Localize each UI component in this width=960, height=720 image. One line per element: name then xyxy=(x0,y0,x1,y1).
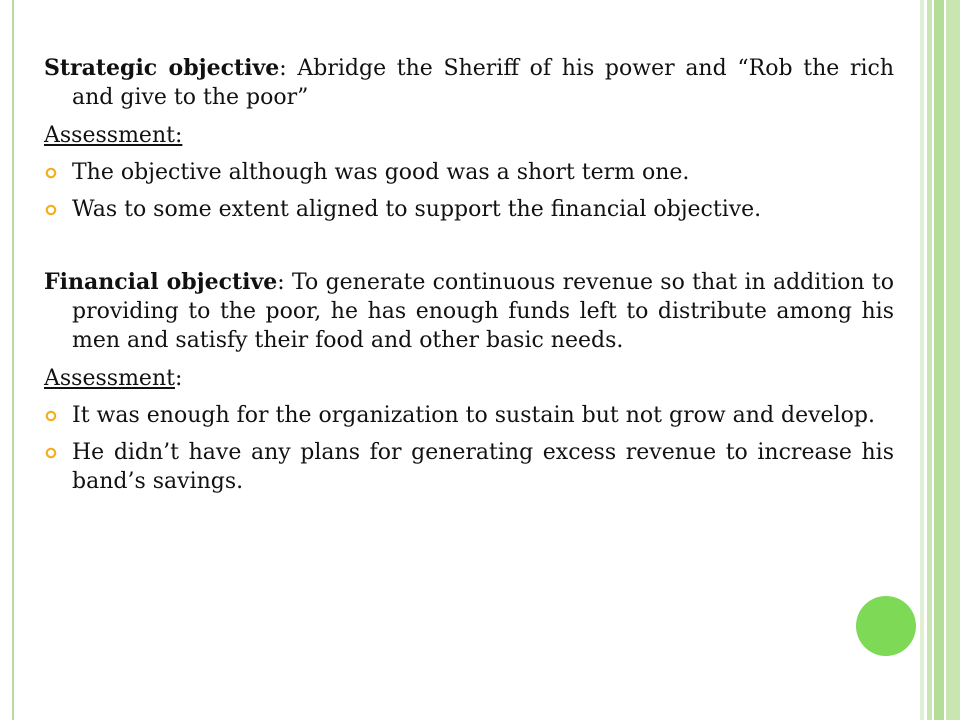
financial-bullet-2 xyxy=(44,438,894,496)
strategic-bullet-2-text: Was to some extent aligned to support the financial objective. xyxy=(72,197,762,222)
financial-objective-text: : To generate continuous revenue so that in addition to providing to the poor, he has enough funds left to distribute among his men and satisfy their food and other basic needs. xyxy=(72,270,894,353)
financial-assessment-colon: : xyxy=(174,366,183,391)
strategic-objective-label: Strategic objective xyxy=(44,55,280,81)
financial-objective-paragraph xyxy=(44,268,894,355)
financial-bullet-2-text: He didn’t have any plans for generating excess revenue to increase his band’s savings. xyxy=(72,440,894,494)
strategic-bullet-2 xyxy=(44,195,894,224)
ring-bullet-icon xyxy=(45,204,57,216)
financial-objective-label: Financial objective xyxy=(44,269,278,295)
ring-bullet-icon xyxy=(45,447,57,459)
left-frame-line xyxy=(12,0,14,720)
strategic-bullet-1-text: The objective although was good was a short term one. xyxy=(72,160,690,185)
financial-assessment-heading xyxy=(44,364,894,393)
financial-bullet-1 xyxy=(44,401,894,430)
financial-assessment-label: Assessment xyxy=(44,366,175,391)
right-frame-stripes xyxy=(920,0,960,720)
decorative-green-circle xyxy=(856,596,916,656)
financial-bullet-1-text: It was enough for the organization to sustain but not grow and develop. xyxy=(72,403,875,428)
ring-bullet-icon xyxy=(45,167,57,179)
ring-bullet-icon xyxy=(45,410,57,422)
slide-body xyxy=(44,54,894,496)
strategic-objective-text: : Abridge the Sheriff of his power and “Rob the rich and give to the poor” xyxy=(72,56,894,110)
strategic-assessment-heading: Assessment: xyxy=(44,123,183,148)
strategic-bullet-1 xyxy=(44,158,894,187)
strategic-objective-paragraph xyxy=(44,54,894,112)
